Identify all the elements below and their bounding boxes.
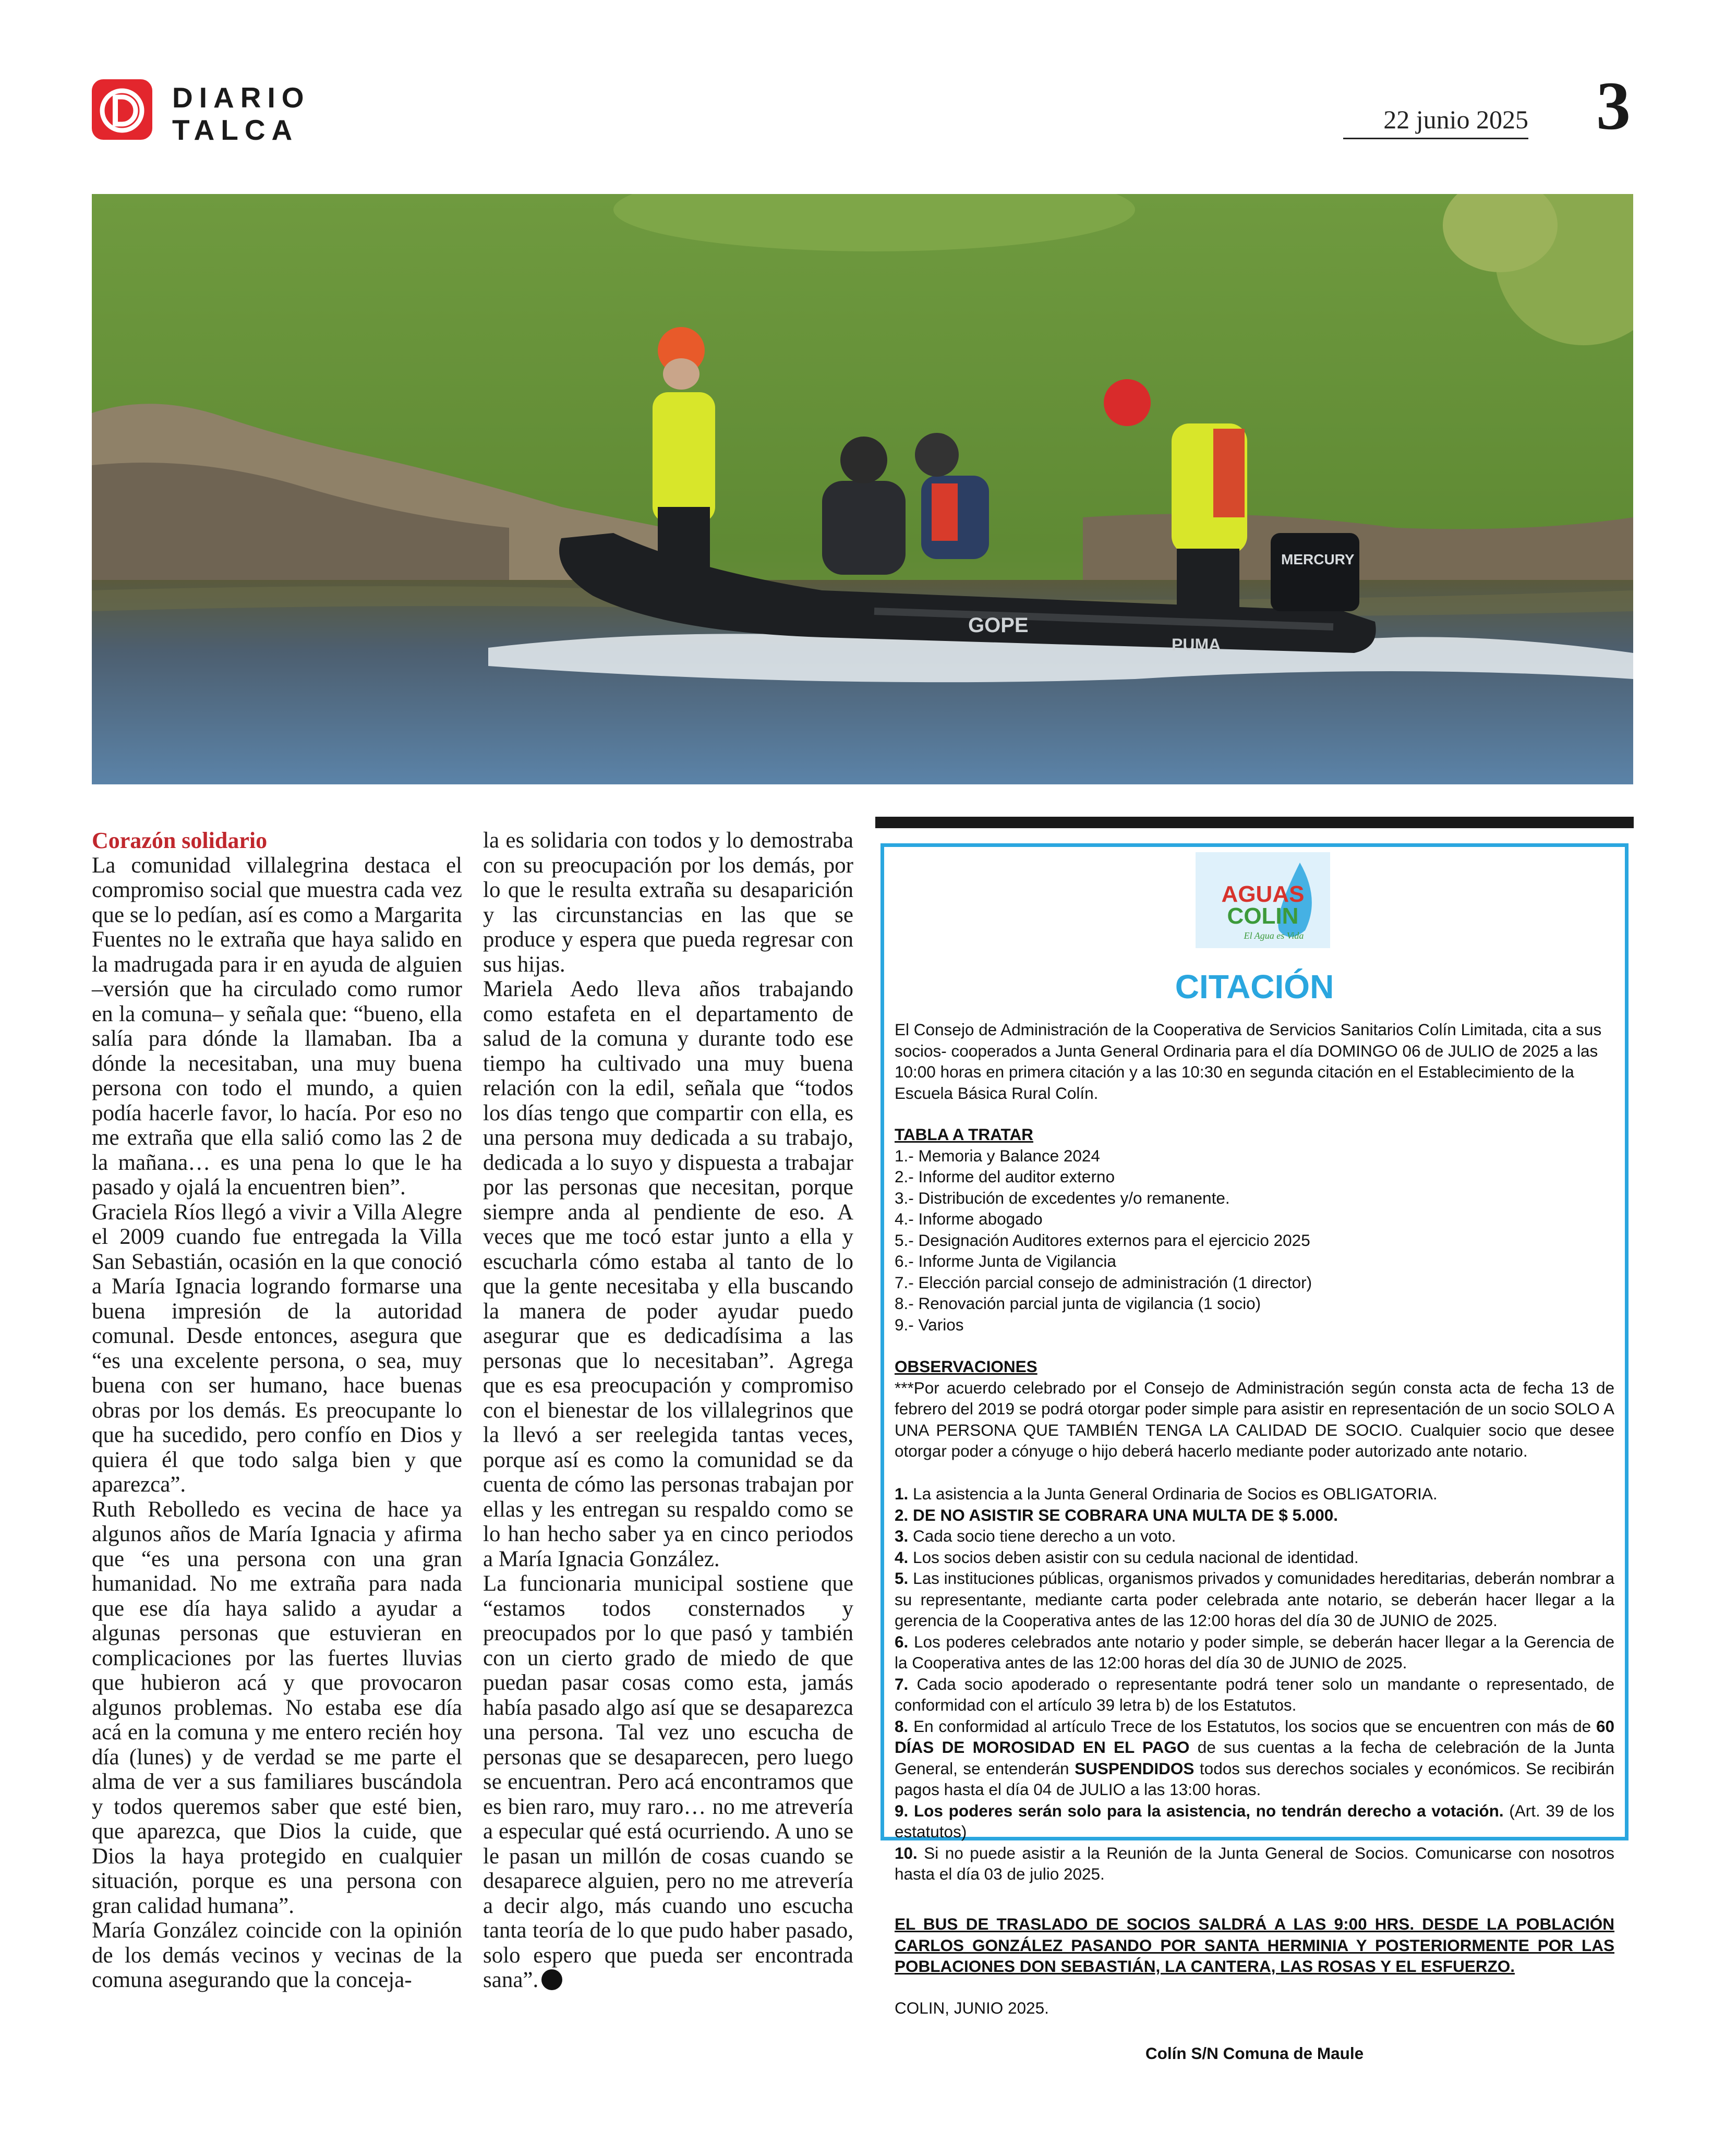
point-number: 7. [895,1674,909,1693]
point-number: 10. [895,1843,918,1862]
point-number: 4. [895,1547,909,1567]
point-4 [895,1547,1614,1568]
ad-points [895,1483,1614,1885]
brand-line-2: TALCA [172,114,299,146]
photo-illustration [92,194,1633,784]
article-paragraph: la es solidaria con todos y lo demostraba con su preocupación por los demás, por lo que le resulta extraña su desaparición y las circunstancias en las que se produce y espera que pueda regresar con sus hijas. [483,828,853,977]
point-text: Si no puede asistir a la Reunión de la Junta General de Socios. Comunicarse con nosotros hasta el día 03 de julio 2025. [895,1843,1614,1883]
agenda-item: 9.- Varios [895,1315,964,1334]
agenda-item: 8.- Renovación parcial junta de vigilancia (1 socio) [895,1294,1261,1313]
agenda-item: 2.- Informe del auditor externo [895,1167,1115,1186]
ad-address: Colín S/N Comuna de Maule [1145,2044,1364,2063]
point-text: de sus cuentas a la fecha de celebración de la Junta General, se entenderán [895,1738,1614,1778]
agenda-item: 3.- Distribución de excedentes y/o remanente. [895,1188,1230,1207]
date-underline [1343,138,1528,139]
point-text: (Art. 39 de los estatutos) [895,1801,1614,1841]
point-number: 8. [895,1716,909,1736]
boat-brand-text: PUMA [1172,635,1221,654]
article-paragraph: La comunidad villalegrina destaca el compromiso social que muestra cada vez que se lo pedían, así es como a Margarita Fuentes no le extraña que haya salido en la madrugada para ir en ayuda de alguien –versión que ha circulado como rumor en la comuna– y señala que: “bueno, ella salía para dónde la llamaban. Iba a dónde la necesitaban, una muy buena persona con todo el mundo, a quien podía hacerle favor, lo hacía. Por eso no me extraña que ella salió como las 2 de la mañana… es una pena lo que le ha pasado y ojalá la encuentren bien”. [92,853,462,1200]
point-6 [895,1631,1614,1674]
article-column-1 [92,828,462,1993]
point-text: Cada socio apoderado o representante podrá tener solo un mandante o representado, de conformidad con el artículo 39 letra b) de los Estatutos. [895,1674,1614,1714]
point-text: DE NO ASISTIR SE COBRARA UNA MULTA DE $ 5.000. [913,1505,1338,1524]
agenda-item: 7.- Elección parcial consejo de administración (1 director) [895,1273,1312,1292]
observations-text: ***Por acuerdo celebrado por el Consejo de Administración según consta acta de fecha 13 de febrero del 2019 se podrá otorgar poder simple para asistir en representación de un socio SOLO A UNA PERSONA QUE TAMBIÉN TENGA LA CALIDAD DE SOCIO. Cualquier socio que desee otorgar poder a cónyuge o hijo deberá hacerlo mediante poder autorizado ante notario. [895,1378,1614,1460]
point-2 [895,1505,1614,1526]
point-7 [895,1674,1614,1716]
agenda-item: 1.- Memoria y Balance 2024 [895,1146,1100,1165]
point-number: 9. [895,1801,909,1820]
citacion-ad [880,843,1629,2063]
agenda-title: TABLA A TRATAR [895,1125,1033,1144]
agenda-item: 5.- Designación Auditores externos para el ejercicio 2025 [895,1230,1310,1250]
point-text: Los socios deben asistir con su cedula nacional de identidad. [913,1547,1359,1567]
point-number: 6. [895,1632,909,1651]
page-number: 3 [1596,67,1631,144]
article-paragraph: María González coincide con la opinión de los demás vecinos y vecinas de la comuna asegurando que la conceja- [92,1918,462,1992]
point-1 [895,1483,1614,1505]
article-column-2 [483,828,853,1993]
point-10 [895,1843,1614,1885]
diario-talca-logo [92,79,152,140]
issue-date: 22 junio 2025 [1383,105,1528,134]
point-number: 3. [895,1527,909,1545]
article-subhead: Corazón solidario [92,828,268,853]
place-date: COLIN, JUNIO 2025. [895,1998,1049,2017]
logo-text-aguas: AGUAS [1221,881,1305,907]
newspaper-logo-icon [92,79,152,140]
article-paragraph-last [483,1571,853,1993]
agenda-list [895,1145,1614,1336]
agenda-item: 4.- Informe abogado [895,1209,1043,1228]
article-paragraph-text: La funcionaria municipal sostiene que “estamos todos consternados y preocupados por lo que pasó y también con un cierto grado de miedo de que puedan pasar cosas como esta, jamás había pasado algo así que se desaparezca una persona. Tal vez uno escucha de personas que se desaparecen, pero luego se encuentran. Pero acá encontramos que es bien raro, muy raro… no me atrevería a especular qué está ocurriendo. A uno se le pasan un millón de cosas cuando se desaparece alguien, pero no me atrevería a decir algo, más cuando uno escucha tanta teoría de lo que pudo haber pasado, solo espero que pueda ser encontrada sana”. [483,1571,853,1992]
point-text: La asistencia a la Junta General Ordinaria de Socios es OBLIGATORIA. [913,1484,1438,1503]
aguas-colin-logo [1196,852,1330,948]
article-paragraph: Mariela Aedo lleva años trabajando como estafeta en el departamento de salud de la comuna y durante todo ese tiempo ha cultivado una muy buena relación con la edil, señala que “todos los días tengo que compartir con ella, es una persona muy dedicada a su trabajo, dedicada a lo suyo y dispuesta a trabajar por las personas que necesitan, porque siempre anda al pendiente de eso. A veces que me tocó estar junto a ella y escucharla cómo estaba al tanto de lo que la gente necesitaba y ella buscando la manera de poder ayudar puedo asegurar que es dedicadísima a las personas que lo necesitaban”. Agrega que es esa preocupación y compromiso con el bienestar de los villalegrinos que la llevó a ser reelegida tantas veces, porque así es como la comunidad se da cuenta de cómo las personas trabajan por ellas y les entregan su respaldo como se lo han hecho saber ya en cinco periodos a María Ignacia González. [483,977,853,1571]
logo-tagline: El Agua es Vida [1244,930,1304,941]
agenda-item: 6.- Informe Junta de Vigilancia [895,1252,1116,1270]
point-text: Cada socio tiene derecho a un voto. [913,1527,1176,1545]
observations-title: OBSERVACIONES [895,1357,1038,1376]
ad-title: CITACIÓN [1175,968,1334,1006]
end-of-article-icon [541,1969,562,1990]
point-text: En conformidad al artículo Trece de los Estatutos, los socios que se encuentren con más de [913,1716,1591,1736]
point-number: 1. [895,1484,909,1503]
ad-intro: El Consejo de Administración de la Cooperativa de Servicios Sanitarios Colín Limitada, cita a sus socios- cooperados a Junta General Ordinaria para el día DOMINGO 06 de JULIO de 2025 a las 10:00 horas en primera citación y a las 10:30 en segunda citación en el Establecimiento de la Escuela Básica Rural Colín. [895,1020,1602,1103]
point-text-bold: SUSPENDIDOS [1075,1759,1195,1778]
point-text: todos sus derechos sociales y económicos. Se recibirán pagos hasta el día 04 de JULIO a las 13:00 horas. [895,1759,1614,1799]
rescue-boat-photo [92,194,1633,784]
point-3 [895,1525,1614,1547]
point-number: 2. [895,1505,909,1524]
brand-line-1: DIARIO [172,81,310,114]
bus-note: EL BUS DE TRASLADO DE SOCIOS SALDRÁ A LAS 9:00 HRS. DESDE LA POBLACIÓN CARLOS GONZÁLEZ PASANDO POR SANTA HERMINIA Y POSTERIORMENTE POR LAS POBLACIONES DON SEBASTIÁN, LA CANTERA, LAS ROSAS Y EL ESFUERZO. [895,1915,1614,1976]
newspaper-name [172,81,310,146]
point-text: Los poderes celebrados ante notario y poder simple, se deberán hacer llegar a la Gerencia de la Cooperativa antes de las 12:00 horas del día 30 de JUNIO de 2025. [895,1632,1614,1672]
article-paragraph: Graciela Ríos llegó a vivir a Villa Alegre el 2009 cuando fue entregada la Villa San Sebastián, ocasión en la que conoció a María Ignacia logrando formarse una buena impresión de la autoridad comunal. Desde entonces, asegura que “es una excelente persona, o sea, muy buena con ser humano, hace buenas obras por los demás. Es preocupante lo que ha sucedido, pero confío en Dios y quiera él que todo salga bien y que aparezca”. [92,1200,462,1497]
boat-side-text: GOPE [968,614,1029,637]
motor-brand-text: MERCURY [1281,551,1355,567]
point-number: 5. [895,1569,909,1588]
point-text: Las instituciones públicas, organismos privados y comunidades hereditarias, deberán nombrar a su representante, mediante carta poder celebrada ante notario, se deberán hacer llegar a la gerencia de la Cooperativa antes de las 12:00 horas del día 30 de JUNIO de 2025. [895,1569,1614,1630]
ad-top-rule [875,817,1634,828]
point-text-bold: Los poderes serán solo para la asistencia, no tendrán derecho a votación. [913,1801,1504,1820]
article-paragraph: Ruth Rebolledo es vecina de hace ya algunos años de María Ignacia y afirma que “es una persona con una gran humanidad. No me extraña para nada que ese día haya salido a ayudar a algunas personas que estuvieran en complicaciones por las fuertes lluvias que hubieron acá y que provocaron algunos problemas. No estaba ese día acá en la comuna y me entero recién hoy día (lunes) y de verdad se me parte el alma de ver a sus familiares buscándola y todos queremos saber que esté bien, que aparezca, que Dios la cuide, que Dios la haya protegido en cualquier situación, porque es una persona con gran calidad humana”. [92,1497,462,1918]
ad-agenda [895,1124,1614,1335]
water-drop-logo-icon [1196,852,1330,948]
logo-text-colin: COLIN [1227,903,1299,929]
point-8 [895,1716,1614,1800]
point-text-bold: 60 DÍAS DE MOROSIDAD EN EL PAGO [895,1716,1614,1757]
ad-observations [895,1356,1614,1462]
point-9 [895,1800,1614,1843]
point-5 [895,1568,1614,1631]
